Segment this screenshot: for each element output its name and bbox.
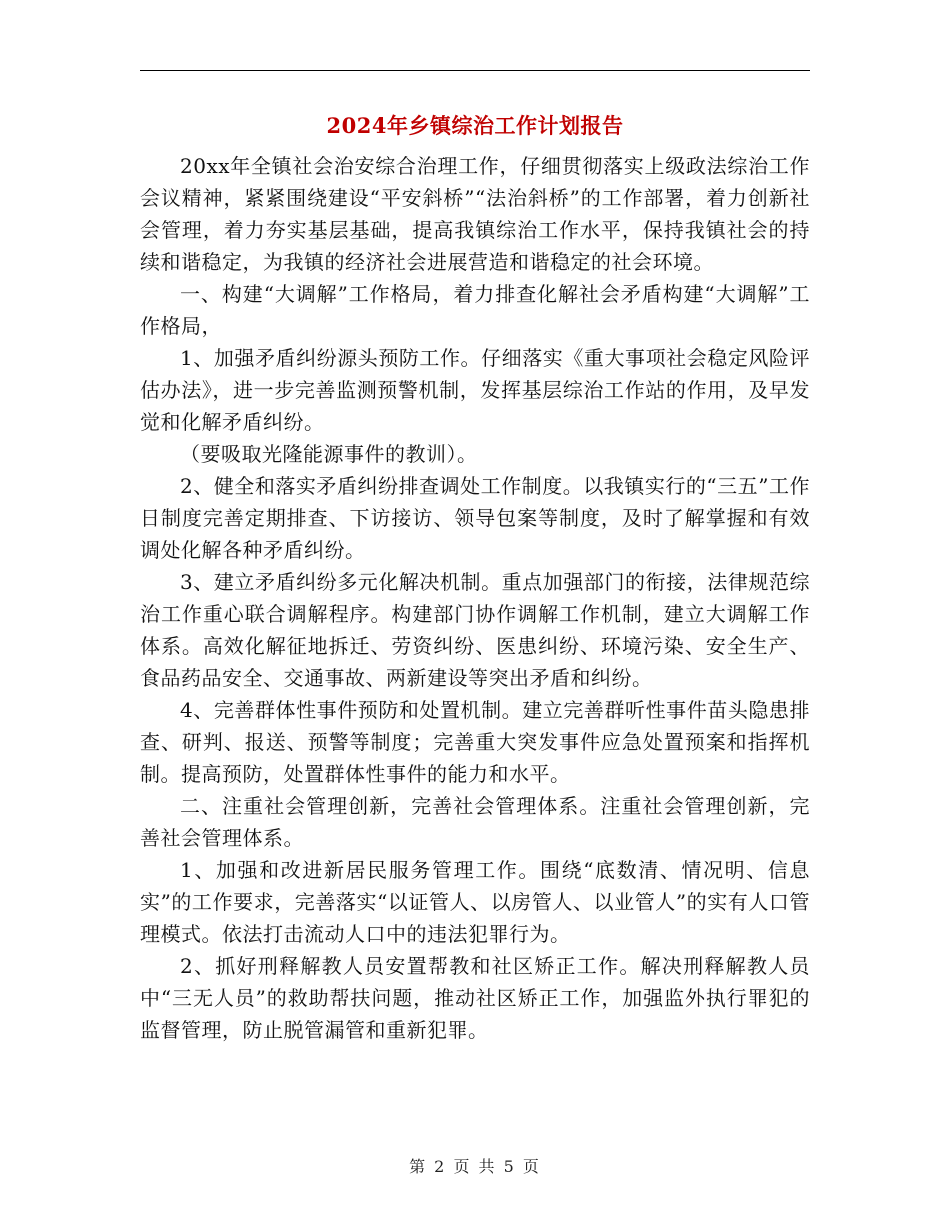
paragraph-1-1: 1、加强矛盾纠纷源头预防工作。仔细落实《重大事项社会稳定风险评估办法》，进一步完善监测预警机制，发挥基层综治工作站的作用，及早发觉和化解矛盾纠纷。: [140, 346, 810, 434]
document-title: 2024年乡镇综治工作计划报告: [326, 113, 624, 138]
paragraph-note: （要吸取光隆能源事件的教训）。: [180, 442, 478, 466]
page-number: 第 2 页 共 5 页: [409, 1157, 541, 1176]
header-rule: [140, 70, 810, 71]
paragraph-2-2: 2、抓好刑释解教人员安置帮教和社区矫正工作。解决刑释解教人员中“三无人员”的救助帮扶问题，推动社区矫正工作，加强监外执行罪犯的监督管理，防止脱管漏管和重新犯罪。: [140, 954, 810, 1042]
paragraph-2-1: 1、加强和改进新居民服务管理工作。围绕“底数清、情况明、信息实”的工作要求，完善落实“以证管人、以房管人、以业管人”的实有人口管理模式。依法打击流动人口中的违法犯罪行为。: [140, 858, 810, 946]
paragraph-section-2-heading: 二、注重社会管理创新，完善社会管理体系。注重社会管理创新，完善社会管理体系。: [140, 794, 810, 850]
paragraph-1-4: 4、完善群体性事件预防和处置机制。建立完善群听性事件苗头隐患排查、研判、报送、预警等制度；完善重大突发事件应急处置预案和指挥机制。提高预防，处置群体性事件的能力和水平。: [140, 698, 810, 786]
paragraph-1-2: 2、健全和落实矛盾纠纷排查调处工作制度。以我镇实行的“三五”工作日制度完善定期排查、下访接访、领导包案等制度，及时了解掌握和有效调处化解各种矛盾纠纷。: [140, 474, 810, 562]
document-body: [140, 150, 810, 1046]
paragraph-section-1-heading: 一、构建“大调解”工作格局，着力排查化解社会矛盾构建“大调解”工作格局，: [140, 282, 810, 338]
paragraph-intro: 20xx年全镇社会治安综合治理工作，仔细贯彻落实上级政法综治工作会议精神，紧紧围绕建设“平安斜桥”“法治斜桥”的工作部署，着力创新社会管理，着力夯实基层基础，提高我镇综治工作水平，保持我镇社会的持续和谐稳定，为我镇的经济社会进展营造和谐稳定的社会环境。: [140, 154, 810, 274]
paragraph-1-3: 3、建立矛盾纠纷多元化解决机制。重点加强部门的衔接，法律规范综治工作重心联合调解程序。构建部门协作调解工作机制，建立大调解工作体系。高效化解征地拆迁、劳资纠纷、医患纠纷、环境污染、安全生产、食品药品安全、交通事故、两新建设等突出矛盾和纠纷。: [140, 570, 810, 690]
